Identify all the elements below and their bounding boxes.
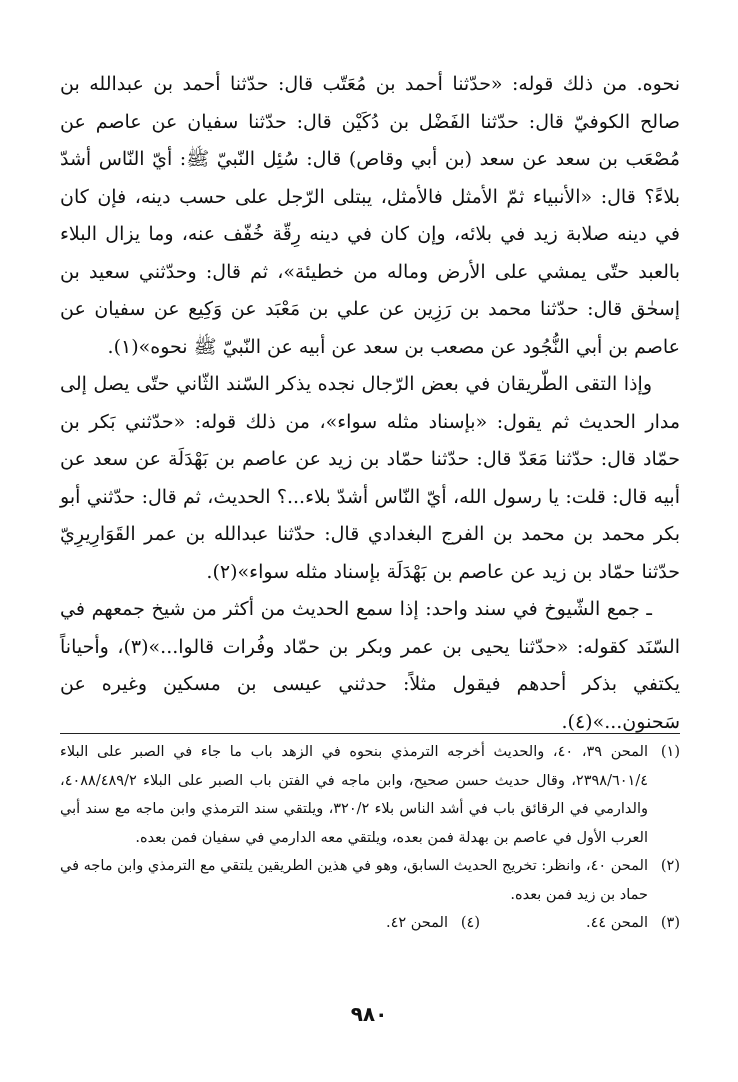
footnote-text: المحن ٤٢. xyxy=(385,915,448,931)
footnote-1 xyxy=(60,738,680,852)
footnote-text: المحن ٤٤. xyxy=(585,915,648,931)
footnote-4 xyxy=(280,909,480,938)
footnote-number: (٤) xyxy=(460,915,480,931)
footnote-number: (١) xyxy=(660,744,680,760)
footnote-divider xyxy=(60,733,680,734)
paragraph-2: وإذا التقى الطّريقان في بعض الرّجال نجده يذكر السّند الثّاني حتّى يصل إلى مدار الحديث ثم يقول: «بإسناد مثله سواء»، من ذلك قوله: «حدّثني بَكر بن حمّاد قال: حدّثنا مَعَدّ قال: حدّثنا حمّاد بن زيد عن عاصم بن بَهْدَلَة عن سعد عن أبيه قال: قلت: يا رسول الله، أيّ النّاس أشدّ بلاء...؟ الحديث، ثم قال: حدّثني أبو بكر محمد بن محمد بن الفرج البغدادي قال: حدّثنا عبدالله بن عمر القَوَارِيرِيّ حدّثنا حمّاد بن زيد عن عاصم بن بَهْدَلَة بإسناد مثله سواء»(٢). xyxy=(60,373,680,583)
paragraph-1: نحوه. من ذلك قوله: «حدّثنا أحمد بن مُعَتّب قال: حدّثنا أحمد بن عبدالله بن صالح الكوفيّ قال: حدّثنا الفَضْل بن دُكَيْن قال: حدّثنا سفيان عن عاصم عن مُصْعَب بن سعد عن سعد (بن أبي وقاص) قال: سُئِل النّبيّ ﷺ: أيّ النّاس أشدّ بلاءً؟ قال: «الأنبياء ثمّ الأمثل فالأمثل، يبتلى الرّجل على حسب دينه، فإن كان في دينه صلابة زيد في بلائه، وإن كان في دينه رِقّة خُفّف عنه، وما يزال البلاء بالعبد حتّى يمشي على الأرض وماله من خطيئة»، ثم قال: وحدّثني سعيد بن إسحٰق قال: حدّثنا محمد بن رَزِين عن علي بن مَعْبَد عن وَكِيع عن سفيان عن عاصم بن أبي النُّجُود عن مصعب بن سعد عن أبيه عن النّبيّ ﷺ نحوه»(١). xyxy=(60,73,680,358)
footnote-text: المحن ٣٩، ٤٠، والحديث أخرجه الترمذي بنحوه في الزهد باب ما جاء في الصبر على البلاء ٢٣٩٨/٦٠١/٤، وقال حديث حسن صحيح، وابن ماجه في الفتن باب الصبر على البلاء ٤٠٨٨/٤٨٩/٢، والدارمي في الرقائق باب في أشد الناس بلاء ٣٢٠/٢، ويلتقي سند الترمذي وابن ماجه مع سند أبي العرب الأول في عاصم بن بهدلة فمن بعده، ويلتقي معه الدارمي في سفيان فمن بعده. xyxy=(60,744,648,846)
footnote-pair xyxy=(60,909,680,938)
paragraph-3: ـ جمع الشّيوخ في سند واحد: إذا سمع الحديث من أكثر من شيخ جمعهم في السّنَد كقوله: «حدّثنا يحيى بن عمر وبكر بن حمّاد وفُرات قالوا...»(٣)، وأحياناً يكتفي بذكر أحدهم فيقول مثلاً: حدثني عيسى بن مسكين وغيره عن سَحنون...»(٤). xyxy=(60,598,680,733)
footnote-text: المحن ٤٠، وانظر: تخريج الحديث السابق، وهو في هذين الطريقين يلتقي مع الترمذي وابن ماجه في حماد بن زيد فمن بعده. xyxy=(60,858,648,903)
footnote-number: (٣) xyxy=(660,915,680,931)
footnotes xyxy=(60,738,680,938)
main-text xyxy=(60,66,680,741)
page-number: ٩٨٠ xyxy=(350,1002,388,1026)
footnote-2 xyxy=(60,852,680,909)
footnote-3 xyxy=(480,909,680,938)
footnote-number: (٢) xyxy=(660,858,680,874)
